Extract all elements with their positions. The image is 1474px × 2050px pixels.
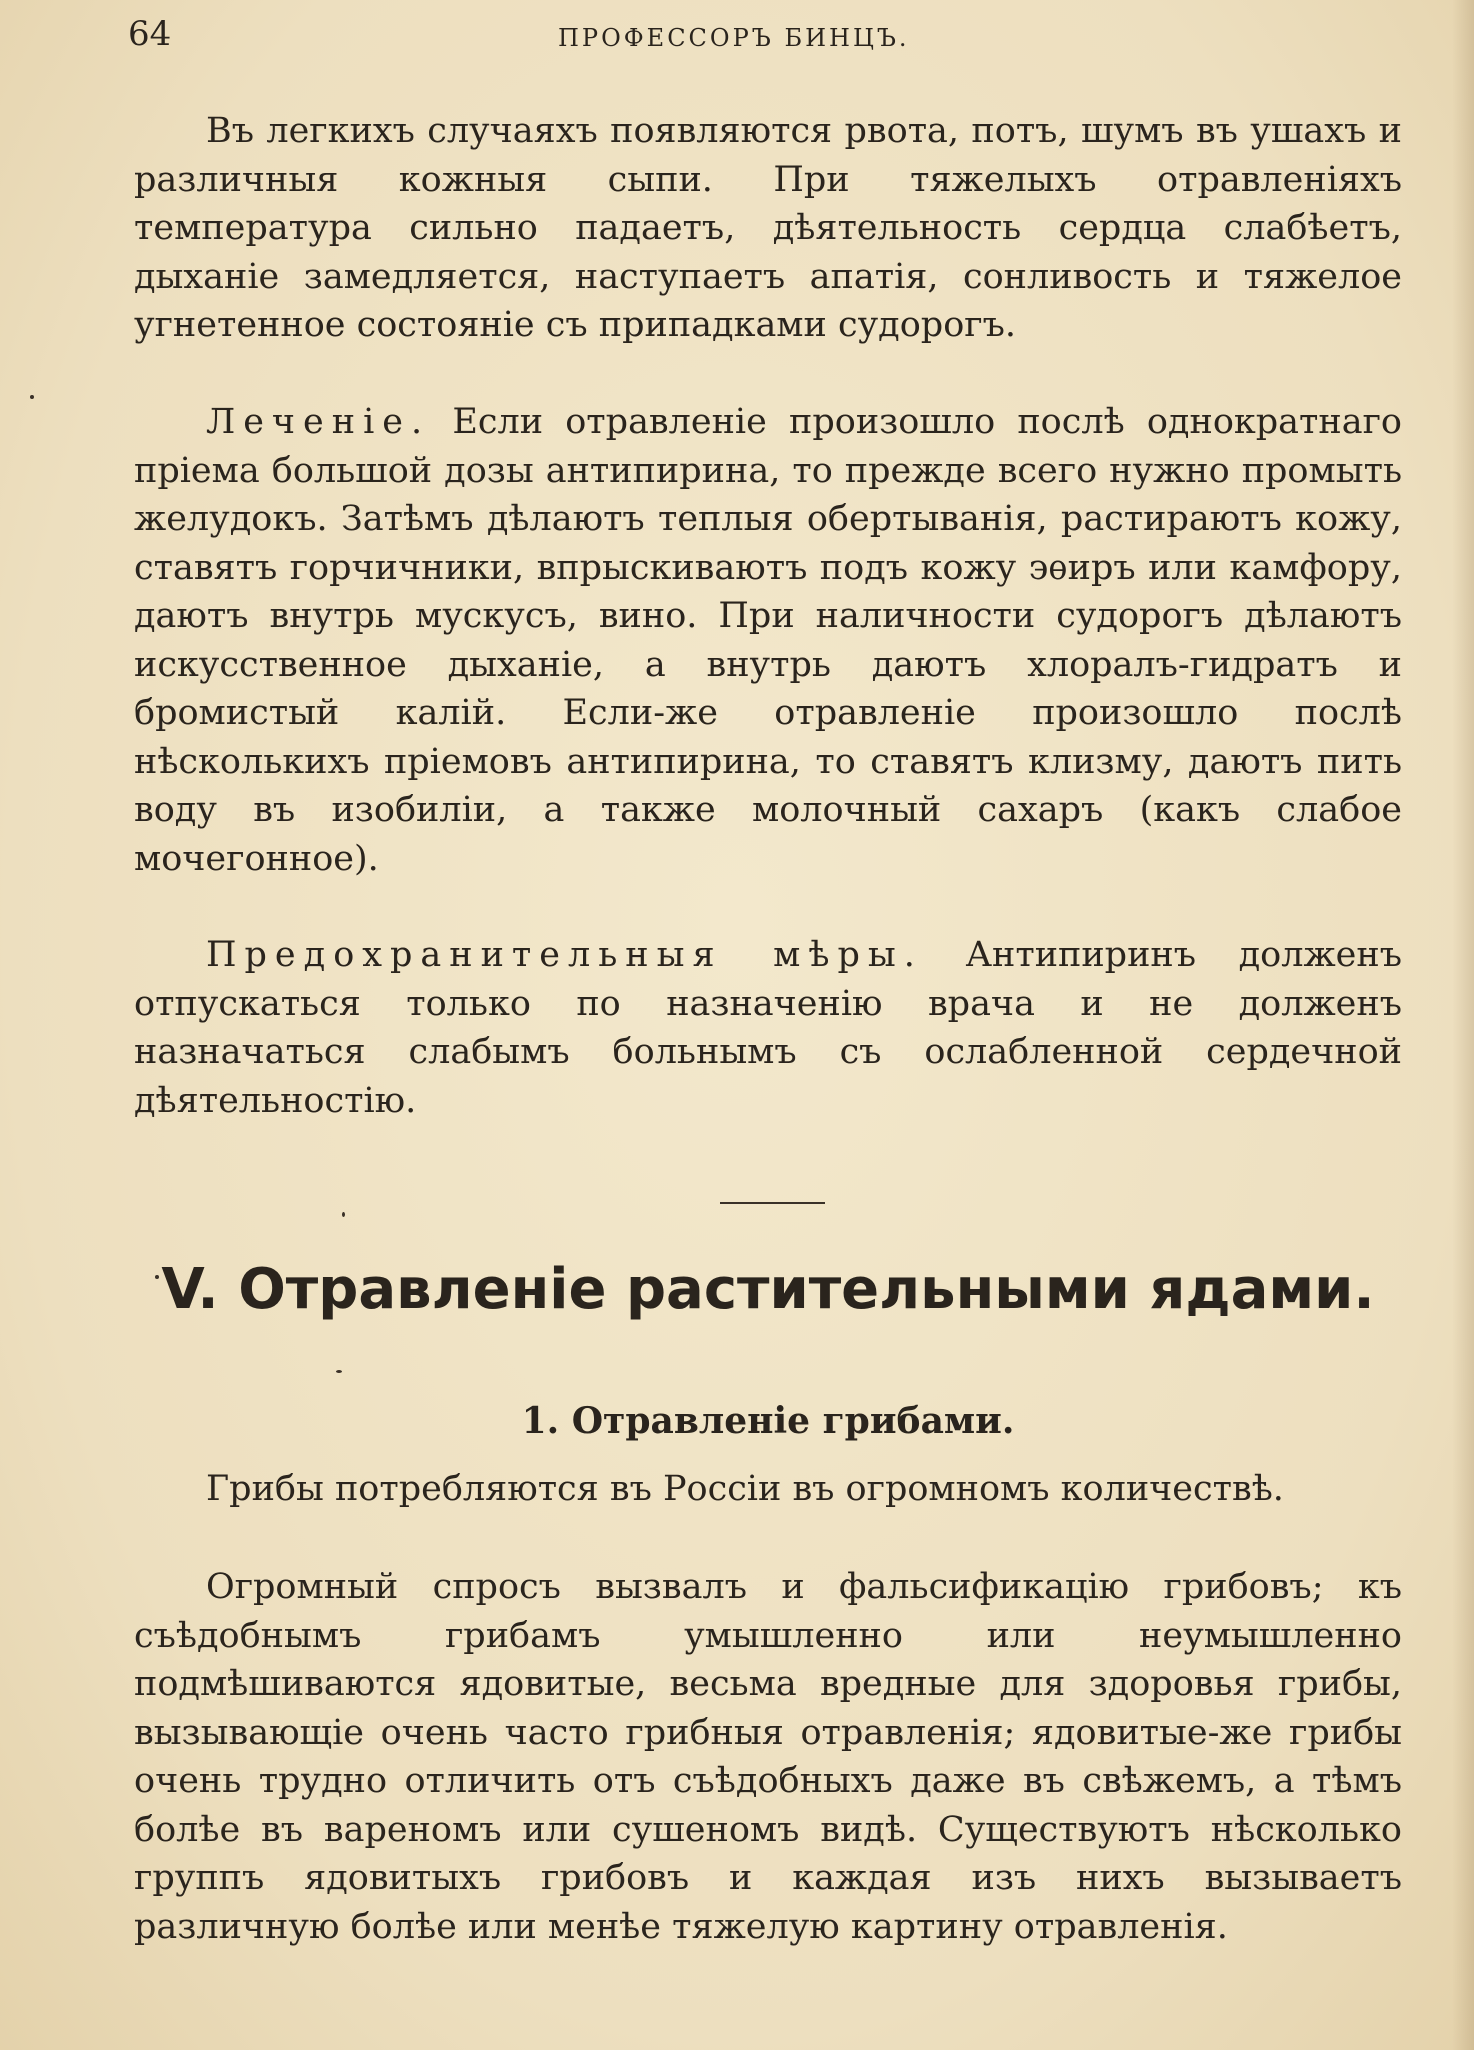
ink-speck (342, 1212, 345, 1217)
paragraph-mushroom-consumption (134, 1465, 1402, 1514)
page-number: 64 (128, 14, 172, 54)
ink-speck (336, 1370, 342, 1373)
paragraph-symptoms-text: Въ легкихъ случаяхъ появляются рвота, потъ, шумъ въ ушахъ и различныя кожныя сыпи. При тяжелыхъ отравленiяхъ температура сильно падаетъ, дѣятельность сердца слабѣетъ, дыханiе замедляется, наступаетъ апатiя, сонливость и тяжелое угнетенное состоянiе съ припадками судорогъ. (134, 111, 1402, 345)
section-title: V. Отравленiе растительными ядами. (161, 1257, 1375, 1322)
page-header (128, 14, 1408, 64)
page-edge-shadow (1452, 0, 1474, 2050)
paragraph-symptoms (134, 107, 1402, 350)
paragraph-treatment (134, 398, 1402, 883)
paragraph-precautions (134, 931, 1402, 1125)
precautions-heading: Предохранительныя мѣры. (206, 935, 923, 975)
ink-speck (155, 1275, 159, 1279)
treatment-heading: Леченiе. (206, 402, 431, 442)
subsection-title: 1. Отравленiе грибами. (521, 1400, 1015, 1442)
section-divider (720, 1202, 825, 1204)
paragraph-mushroom-falsification-text: Огромный спросъ вызвалъ и фальсификацiю грибовъ; къ съѣдобнымъ грибамъ умышленно или неумышленно подмѣшиваются ядовитые, весьма вредные для здоровья грибы, вызывающiе очень часто грибныя отравленiя; ядовитые-же грибы очень трудно отличить отъ съѣдобныхъ даже въ свѣжемъ, а тѣмъ болѣе въ вареномъ или сушеномъ видѣ. Существуютъ нѣсколько группъ ядовитыхъ грибовъ и каждая изъ нихъ вызываетъ различную болѣе или менѣе тяжелую картину отравленiя. (134, 1567, 1402, 1947)
paragraph-treatment-text: Если отравленiе произошло послѣ однократнаго прiема большой дозы антипирина, то прежде всего нужно промыть желудокъ. Затѣмъ дѣлаютъ теплыя обертыванiя, растираютъ кожу, ставятъ горчичники, впрыскиваютъ подъ кожу эѳиръ или камфору, даютъ внутрь мускусъ, вино. При наличности судорогъ дѣлаютъ искусственное дыханiе, а внутрь даютъ хлоралъ-гидратъ и бромистый калiй. Если-же отравленiе произошло послѣ нѣсколькихъ прiемовъ антипирина, то ставятъ клизму, даютъ пить воду въ изобилiи, а также молочный сахаръ (какъ слабое мочегонное). (134, 402, 1402, 879)
paragraph-precautions-text: Антипиринъ долженъ отпускаться только по назначенiю врача и не долженъ назначаться слабымъ больнымъ съ ослабленной сердечной дѣятельностiю. (134, 935, 1402, 1121)
running-head: ПРОФЕССОРЪ БИНЦЪ. (558, 24, 910, 52)
paragraph-mushroom-consumption-text: Грибы потребляются въ Россiи въ огромномъ количествѣ. (206, 1469, 1284, 1509)
paragraph-mushroom-falsification (134, 1563, 1402, 1951)
ink-speck (30, 395, 34, 399)
